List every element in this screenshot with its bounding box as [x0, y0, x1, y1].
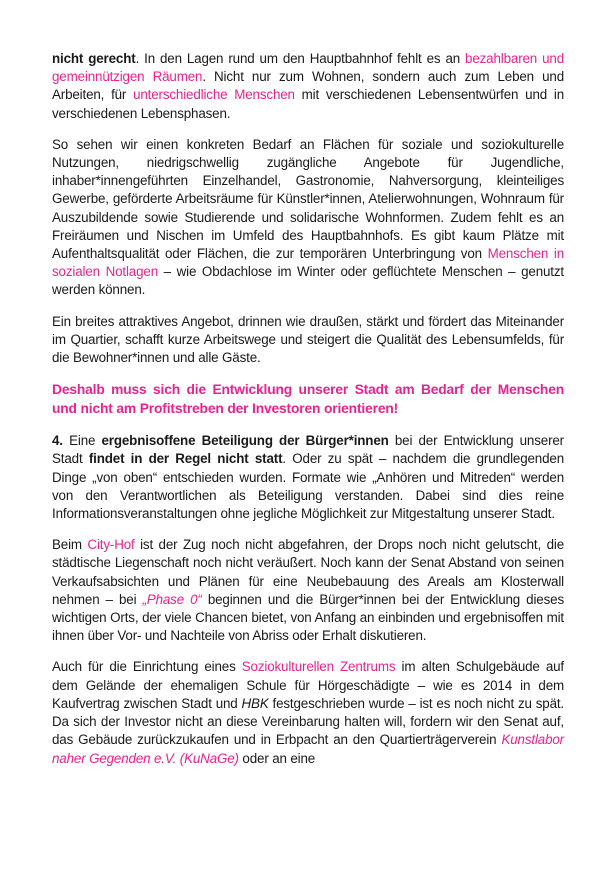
- bold-phrase: ergebnisoffene Beteiligung der Bürger*innen: [101, 433, 389, 449]
- text-run: bei der Entwicklung unserer Stadt: [52, 433, 564, 467]
- paragraph-2: [52, 136, 564, 300]
- highlight-phrase: unterschiedliche Menschen: [133, 87, 295, 103]
- section-number: 4.: [52, 433, 63, 449]
- highlight-phrase: bezahlbaren und gemeinnützigen Räumen: [52, 51, 564, 85]
- bold-phrase: findet in der Regel nicht statt: [88, 451, 283, 467]
- text-run: Auch für die Einrichtung eines: [52, 659, 242, 675]
- italic-phrase: HBK: [241, 695, 269, 711]
- highlight-phrase: Menschen in sozialen Notlagen: [52, 246, 564, 280]
- highlight-phrase: Kunstlabor naher Gegenden e.V. (KuNaGe): [52, 732, 564, 766]
- text-run: Ein breites attraktives Angebot, drinnen wie draußen, stärkt und fördert das Miteinander im Quartier, schafft kurze Arbeitswege und steigert die Qualität des Lebensumfelds, für die Bewohner*innen und alle Gäste.: [52, 313, 564, 366]
- text-run: beginnen und die Bürger*innen bei der Entwicklung dieses wichtigen Orts, der viele Chancen bietet, von Anfang an einbinden und ergebnisoffen mit ihnen über Vor- und Nachteile von Abriss oder Erhalt diskutieren.: [52, 591, 564, 644]
- text-run: . Nicht nur zum Wohnen, sondern auch zum Leben und Arbeiten, für: [52, 69, 564, 103]
- bold-phrase: nicht gerecht: [52, 51, 136, 66]
- text-run: festgeschrieben wurde – ist es noch nicht zu spät. Da sich der Investor nicht an diese Vereinbarung halten will, fordern wir den Senat auf, das Gebäude zurückzukaufen und in Erbpacht an den Quartierträgerverein: [52, 695, 565, 748]
- highlight-phrase: City-Hof: [87, 537, 135, 553]
- text-run: oder an eine: [238, 750, 316, 766]
- paragraph-4: [52, 432, 564, 523]
- paragraph-6: [52, 658, 564, 767]
- text-run: . In den Lagen rund um den Hauptbahnhof fehlt es an: [135, 51, 466, 66]
- paragraph-5: [52, 536, 564, 645]
- text-run: So sehen wir einen konkreten Bedarf an Flächen für soziale und soziokulturelle Nutzungen, niedrigschwellig zugängliche Angebote für Jugendliche, inhaber*innengeführten Einzelhandel, Gastronomie, Nahversorgung, kleinteiliges Gewerbe, geförderte Arbeitsräume für Künstler*innen, Atelierwohnungen, Wohnraum für Auszubildende sowie Studierende und solidarische Wohnformen. Zudem fehlt es an Freiräumen und Nischen im Umfeld des Hauptbahnhofs. Es gibt kaum Plätze mit Aufenthaltsqualität oder Flächen, die zur temporären Unterbringung von: [52, 136, 564, 262]
- text-run: – wie Obdachlose im Winter oder geflüchtete Menschen – genutzt werden können.: [52, 264, 564, 298]
- highlight-phrase: „Phase 0“: [142, 591, 202, 607]
- highlight-phrase: Soziokulturellen Zentrums: [241, 659, 396, 675]
- text-run: ist der Zug noch nicht abgefahren, der Drops noch nicht gelutscht, die städtische Liegenschaft noch nicht veräußert. Noch kann der Senat Abstand von seinen Verkaufsabsichten und Plänen für eine Neubebauung des Areals am Klosterwall nehmen – bei: [52, 537, 564, 607]
- paragraph-3: [52, 313, 564, 368]
- paragraph-1: [52, 50, 564, 123]
- text-run: im alten Schulgebäude auf dem Gelände der ehemaligen Schule für Hörgeschädigte – wie es 2014 in dem Kaufvertrag zwischen Stadt und: [52, 659, 565, 711]
- pull-headline: Deshalb muss sich die Entwicklung unserer Stadt am Bedarf der Menschen und nicht am Profitstreben der Investoren orientieren!: [52, 382, 564, 417]
- text-run: Eine: [62, 433, 102, 449]
- text-run: Beim: [52, 537, 88, 553]
- text-run: mit verschiedenen Lebensentwürfen und in verschiedenen Lebensphasen.: [52, 87, 564, 121]
- text-run: . Oder zu spät – nachdem die grundlegenden Dinge „von oben“ entschieden wurden. Formate wie „Anhören und Mitreden“ werden von den Verantwortlichen als Beteiligung verstanden. Dabei sind dies reine Informationsveranstaltungen ohne jegliche Möglichkeit zur Mitgestaltung unserer Stadt.: [52, 451, 564, 522]
